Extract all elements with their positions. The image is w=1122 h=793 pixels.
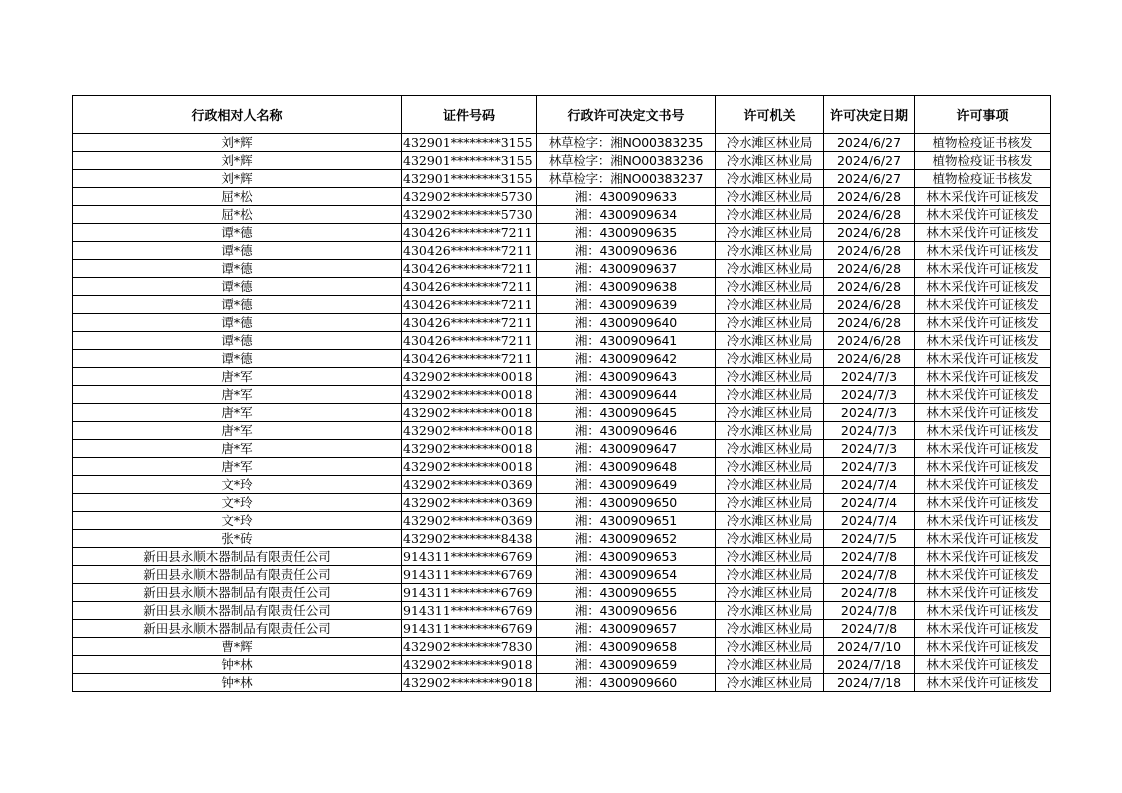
table-row — [73, 260, 1051, 278]
table-row — [73, 368, 1051, 386]
cell-decision-date: 2024/6/28 — [824, 296, 915, 314]
cell-licensing-authority: 冷水滩区林业局 — [716, 602, 824, 620]
cell-applicant-name: 文*玲 — [73, 476, 402, 494]
cell-decision-doc-number: 湘：4300909658 — [537, 638, 716, 656]
cell-decision-doc-number: 湘：4300909642 — [537, 350, 716, 368]
cell-licensing-authority: 冷水滩区林业局 — [716, 584, 824, 602]
cell-id-number: 432902********9018 — [402, 674, 537, 692]
cell-permit-item: 林木采伐许可证核发 — [915, 674, 1051, 692]
table-row — [73, 674, 1051, 692]
table-row — [73, 278, 1051, 296]
cell-applicant-name: 文*玲 — [73, 494, 402, 512]
cell-applicant-name: 谭*德 — [73, 260, 402, 278]
cell-licensing-authority: 冷水滩区林业局 — [716, 476, 824, 494]
cell-permit-item: 林木采伐许可证核发 — [915, 242, 1051, 260]
cell-permit-item: 林木采伐许可证核发 — [915, 566, 1051, 584]
cell-permit-item: 林木采伐许可证核发 — [915, 548, 1051, 566]
cell-licensing-authority: 冷水滩区林业局 — [716, 494, 824, 512]
cell-applicant-name: 新田县永顺木器制品有限责任公司 — [73, 548, 402, 566]
cell-decision-date: 2024/7/5 — [824, 530, 915, 548]
cell-permit-item: 林木采伐许可证核发 — [915, 602, 1051, 620]
cell-decision-doc-number: 湘：4300909649 — [537, 476, 716, 494]
cell-id-number: 914311********6769 — [402, 620, 537, 638]
cell-permit-item: 林木采伐许可证核发 — [915, 494, 1051, 512]
table-row — [73, 206, 1051, 224]
cell-permit-item: 林木采伐许可证核发 — [915, 224, 1051, 242]
cell-licensing-authority: 冷水滩区林业局 — [716, 152, 824, 170]
cell-licensing-authority: 冷水滩区林业局 — [716, 566, 824, 584]
cell-id-number: 430426********7211 — [402, 296, 537, 314]
cell-permit-item: 林木采伐许可证核发 — [915, 656, 1051, 674]
cell-id-number: 432902********0369 — [402, 512, 537, 530]
cell-id-number: 430426********7211 — [402, 332, 537, 350]
cell-applicant-name: 新田县永顺木器制品有限责任公司 — [73, 602, 402, 620]
cell-applicant-name: 张*砖 — [73, 530, 402, 548]
cell-id-number: 432902********7830 — [402, 638, 537, 656]
table-row — [73, 404, 1051, 422]
cell-applicant-name: 唐*军 — [73, 404, 402, 422]
header-licensing-authority: 许可机关 — [716, 96, 824, 134]
header-id-number: 证件号码 — [402, 96, 537, 134]
table-row — [73, 494, 1051, 512]
cell-decision-date: 2024/6/28 — [824, 332, 915, 350]
cell-applicant-name: 刘*辉 — [73, 152, 402, 170]
cell-licensing-authority: 冷水滩区林业局 — [716, 548, 824, 566]
cell-licensing-authority: 冷水滩区林业局 — [716, 332, 824, 350]
cell-applicant-name: 谭*德 — [73, 242, 402, 260]
cell-permit-item: 植物检疫证书核发 — [915, 152, 1051, 170]
header-permit-item: 许可事项 — [915, 96, 1051, 134]
cell-id-number: 432901********3155 — [402, 152, 537, 170]
cell-decision-doc-number: 湘：4300909655 — [537, 584, 716, 602]
cell-applicant-name: 新田县永顺木器制品有限责任公司 — [73, 566, 402, 584]
cell-decision-date: 2024/7/3 — [824, 440, 915, 458]
cell-licensing-authority: 冷水滩区林业局 — [716, 206, 824, 224]
cell-licensing-authority: 冷水滩区林业局 — [716, 242, 824, 260]
cell-id-number: 914311********6769 — [402, 566, 537, 584]
cell-decision-doc-number: 湘：4300909645 — [537, 404, 716, 422]
cell-decision-date: 2024/6/28 — [824, 224, 915, 242]
cell-decision-date: 2024/6/27 — [824, 152, 915, 170]
cell-decision-date: 2024/7/3 — [824, 386, 915, 404]
cell-licensing-authority: 冷水滩区林业局 — [716, 350, 824, 368]
table-row — [73, 296, 1051, 314]
table-row — [73, 170, 1051, 188]
cell-decision-date: 2024/6/28 — [824, 188, 915, 206]
cell-decision-doc-number: 湘：4300909635 — [537, 224, 716, 242]
cell-permit-item: 植物检疫证书核发 — [915, 134, 1051, 152]
cell-permit-item: 林木采伐许可证核发 — [915, 206, 1051, 224]
table-row — [73, 512, 1051, 530]
cell-id-number: 432902********5730 — [402, 206, 537, 224]
cell-id-number: 432902********0018 — [402, 386, 537, 404]
cell-id-number: 432901********3155 — [402, 170, 537, 188]
cell-decision-doc-number: 湘：4300909639 — [537, 296, 716, 314]
cell-permit-item: 林木采伐许可证核发 — [915, 404, 1051, 422]
table-row — [73, 566, 1051, 584]
cell-applicant-name: 唐*军 — [73, 386, 402, 404]
cell-id-number: 914311********6769 — [402, 602, 537, 620]
cell-id-number: 430426********7211 — [402, 260, 537, 278]
cell-decision-doc-number: 湘：4300909651 — [537, 512, 716, 530]
cell-decision-date: 2024/7/3 — [824, 422, 915, 440]
cell-id-number: 432902********0018 — [402, 422, 537, 440]
cell-permit-item: 林木采伐许可证核发 — [915, 440, 1051, 458]
cell-id-number: 430426********7211 — [402, 278, 537, 296]
cell-decision-doc-number: 湘：4300909636 — [537, 242, 716, 260]
table-row — [73, 242, 1051, 260]
cell-decision-date: 2024/7/4 — [824, 494, 915, 512]
cell-decision-date: 2024/6/28 — [824, 260, 915, 278]
table-row — [73, 656, 1051, 674]
cell-id-number: 432902********0018 — [402, 458, 537, 476]
cell-id-number: 430426********7211 — [402, 314, 537, 332]
cell-decision-doc-number: 湘：4300909660 — [537, 674, 716, 692]
cell-applicant-name: 刘*辉 — [73, 170, 402, 188]
cell-permit-item: 林木采伐许可证核发 — [915, 350, 1051, 368]
cell-decision-doc-number: 湘：4300909634 — [537, 206, 716, 224]
table-row — [73, 440, 1051, 458]
cell-licensing-authority: 冷水滩区林业局 — [716, 440, 824, 458]
table-header — [73, 96, 1051, 134]
cell-permit-item: 林木采伐许可证核发 — [915, 620, 1051, 638]
cell-permit-item: 林木采伐许可证核发 — [915, 422, 1051, 440]
cell-id-number: 432902********5730 — [402, 188, 537, 206]
cell-decision-date: 2024/7/4 — [824, 512, 915, 530]
table-row — [73, 314, 1051, 332]
cell-applicant-name: 曹*辉 — [73, 638, 402, 656]
cell-decision-date: 2024/6/27 — [824, 134, 915, 152]
table-row — [73, 638, 1051, 656]
cell-permit-item: 林木采伐许可证核发 — [915, 530, 1051, 548]
cell-id-number: 430426********7211 — [402, 242, 537, 260]
cell-permit-item: 林木采伐许可证核发 — [915, 332, 1051, 350]
cell-applicant-name: 唐*军 — [73, 368, 402, 386]
cell-decision-date: 2024/7/3 — [824, 368, 915, 386]
cell-permit-item: 植物检疫证书核发 — [915, 170, 1051, 188]
cell-decision-doc-number: 林草检字：湘NO00383235 — [537, 134, 716, 152]
cell-licensing-authority: 冷水滩区林业局 — [716, 656, 824, 674]
cell-applicant-name: 谭*德 — [73, 314, 402, 332]
cell-permit-item: 林木采伐许可证核发 — [915, 278, 1051, 296]
cell-applicant-name: 谭*德 — [73, 350, 402, 368]
cell-applicant-name: 刘*辉 — [73, 134, 402, 152]
cell-decision-date: 2024/7/8 — [824, 620, 915, 638]
cell-permit-item: 林木采伐许可证核发 — [915, 476, 1051, 494]
cell-id-number: 914311********6769 — [402, 548, 537, 566]
cell-permit-item: 林木采伐许可证核发 — [915, 584, 1051, 602]
cell-decision-doc-number: 湘：4300909638 — [537, 278, 716, 296]
cell-decision-date: 2024/7/4 — [824, 476, 915, 494]
cell-id-number: 432902********0018 — [402, 404, 537, 422]
cell-licensing-authority: 冷水滩区林业局 — [716, 314, 824, 332]
table-row — [73, 188, 1051, 206]
cell-licensing-authority: 冷水滩区林业局 — [716, 620, 824, 638]
cell-decision-date: 2024/6/28 — [824, 278, 915, 296]
cell-licensing-authority: 冷水滩区林业局 — [716, 386, 824, 404]
cell-permit-item: 林木采伐许可证核发 — [915, 296, 1051, 314]
cell-id-number: 432902********0018 — [402, 440, 537, 458]
cell-decision-doc-number: 湘：4300909648 — [537, 458, 716, 476]
cell-decision-doc-number: 湘：4300909650 — [537, 494, 716, 512]
cell-permit-item: 林木采伐许可证核发 — [915, 512, 1051, 530]
cell-decision-doc-number: 林草检字：湘NO00383236 — [537, 152, 716, 170]
cell-decision-date: 2024/7/18 — [824, 674, 915, 692]
cell-licensing-authority: 冷水滩区林业局 — [716, 296, 824, 314]
cell-decision-date: 2024/6/28 — [824, 314, 915, 332]
table-row — [73, 332, 1051, 350]
table-row — [73, 350, 1051, 368]
cell-permit-item: 林木采伐许可证核发 — [915, 260, 1051, 278]
header-decision-doc-number: 行政许可决定文书号 — [537, 96, 716, 134]
cell-permit-item: 林木采伐许可证核发 — [915, 386, 1051, 404]
cell-decision-doc-number: 湘：4300909647 — [537, 440, 716, 458]
cell-decision-date: 2024/6/27 — [824, 170, 915, 188]
cell-id-number: 432902********9018 — [402, 656, 537, 674]
cell-applicant-name: 钟*林 — [73, 674, 402, 692]
table-row — [73, 584, 1051, 602]
cell-applicant-name: 屈*松 — [73, 188, 402, 206]
cell-decision-date: 2024/6/28 — [824, 206, 915, 224]
cell-licensing-authority: 冷水滩区林业局 — [716, 170, 824, 188]
cell-id-number: 432902********0018 — [402, 368, 537, 386]
table-row — [73, 548, 1051, 566]
cell-licensing-authority: 冷水滩区林业局 — [716, 368, 824, 386]
cell-decision-doc-number: 湘：4300909646 — [537, 422, 716, 440]
cell-licensing-authority: 冷水滩区林业局 — [716, 278, 824, 296]
cell-licensing-authority: 冷水滩区林业局 — [716, 224, 824, 242]
cell-decision-date: 2024/7/8 — [824, 602, 915, 620]
table-row — [73, 476, 1051, 494]
cell-applicant-name: 唐*军 — [73, 458, 402, 476]
cell-decision-doc-number: 湘：4300909656 — [537, 602, 716, 620]
cell-decision-doc-number: 湘：4300909653 — [537, 548, 716, 566]
cell-decision-date: 2024/7/8 — [824, 566, 915, 584]
table-row — [73, 458, 1051, 476]
cell-licensing-authority: 冷水滩区林业局 — [716, 260, 824, 278]
cell-decision-doc-number: 湘：4300909644 — [537, 386, 716, 404]
cell-decision-date: 2024/7/10 — [824, 638, 915, 656]
table-body — [73, 134, 1051, 692]
cell-id-number: 432901********3155 — [402, 134, 537, 152]
cell-decision-date: 2024/7/8 — [824, 548, 915, 566]
cell-licensing-authority: 冷水滩区林业局 — [716, 134, 824, 152]
cell-decision-date: 2024/7/18 — [824, 656, 915, 674]
cell-licensing-authority: 冷水滩区林业局 — [716, 188, 824, 206]
header-decision-date: 许可决定日期 — [824, 96, 915, 134]
cell-id-number: 432902********0369 — [402, 494, 537, 512]
header-applicant-name: 行政相对人名称 — [73, 96, 402, 134]
cell-decision-doc-number: 湘：4300909652 — [537, 530, 716, 548]
table-row — [73, 386, 1051, 404]
cell-id-number: 914311********6769 — [402, 584, 537, 602]
cell-licensing-authority: 冷水滩区林业局 — [716, 512, 824, 530]
cell-decision-date: 2024/7/8 — [824, 584, 915, 602]
cell-decision-date: 2024/7/3 — [824, 458, 915, 476]
table-row — [73, 602, 1051, 620]
cell-permit-item: 林木采伐许可证核发 — [915, 638, 1051, 656]
cell-decision-date: 2024/7/3 — [824, 404, 915, 422]
cell-applicant-name: 谭*德 — [73, 296, 402, 314]
cell-decision-doc-number: 湘：4300909643 — [537, 368, 716, 386]
cell-applicant-name: 钟*林 — [73, 656, 402, 674]
cell-permit-item: 林木采伐许可证核发 — [915, 314, 1051, 332]
cell-permit-item: 林木采伐许可证核发 — [915, 188, 1051, 206]
cell-applicant-name: 谭*德 — [73, 278, 402, 296]
table-row — [73, 422, 1051, 440]
cell-applicant-name: 唐*军 — [73, 422, 402, 440]
table-row — [73, 152, 1051, 170]
cell-id-number: 430426********7211 — [402, 350, 537, 368]
table-row — [73, 530, 1051, 548]
cell-decision-doc-number: 湘：4300909637 — [537, 260, 716, 278]
cell-decision-doc-number: 湘：4300909657 — [537, 620, 716, 638]
table-row — [73, 224, 1051, 242]
table-row — [73, 620, 1051, 638]
cell-applicant-name: 屈*松 — [73, 206, 402, 224]
cell-id-number: 432902********0369 — [402, 476, 537, 494]
permit-table — [72, 95, 1051, 692]
cell-decision-date: 2024/6/28 — [824, 350, 915, 368]
table-row — [73, 134, 1051, 152]
cell-decision-doc-number: 湘：4300909641 — [537, 332, 716, 350]
cell-permit-item: 林木采伐许可证核发 — [915, 368, 1051, 386]
cell-licensing-authority: 冷水滩区林业局 — [716, 530, 824, 548]
cell-decision-doc-number: 湘：4300909659 — [537, 656, 716, 674]
header-row — [73, 96, 1051, 134]
cell-licensing-authority: 冷水滩区林业局 — [716, 674, 824, 692]
cell-id-number: 430426********7211 — [402, 224, 537, 242]
cell-applicant-name: 谭*德 — [73, 224, 402, 242]
cell-decision-doc-number: 林草检字：湘NO00383237 — [537, 170, 716, 188]
cell-licensing-authority: 冷水滩区林业局 — [716, 458, 824, 476]
cell-id-number: 432902********8438 — [402, 530, 537, 548]
cell-applicant-name: 谭*德 — [73, 332, 402, 350]
cell-decision-doc-number: 湘：4300909654 — [537, 566, 716, 584]
cell-decision-date: 2024/6/28 — [824, 242, 915, 260]
cell-applicant-name: 文*玲 — [73, 512, 402, 530]
cell-applicant-name: 新田县永顺木器制品有限责任公司 — [73, 584, 402, 602]
cell-licensing-authority: 冷水滩区林业局 — [716, 404, 824, 422]
cell-decision-doc-number: 湘：4300909640 — [537, 314, 716, 332]
cell-licensing-authority: 冷水滩区林业局 — [716, 638, 824, 656]
cell-decision-doc-number: 湘：4300909633 — [537, 188, 716, 206]
cell-applicant-name: 唐*军 — [73, 440, 402, 458]
cell-applicant-name: 新田县永顺木器制品有限责任公司 — [73, 620, 402, 638]
cell-licensing-authority: 冷水滩区林业局 — [716, 422, 824, 440]
cell-permit-item: 林木采伐许可证核发 — [915, 458, 1051, 476]
